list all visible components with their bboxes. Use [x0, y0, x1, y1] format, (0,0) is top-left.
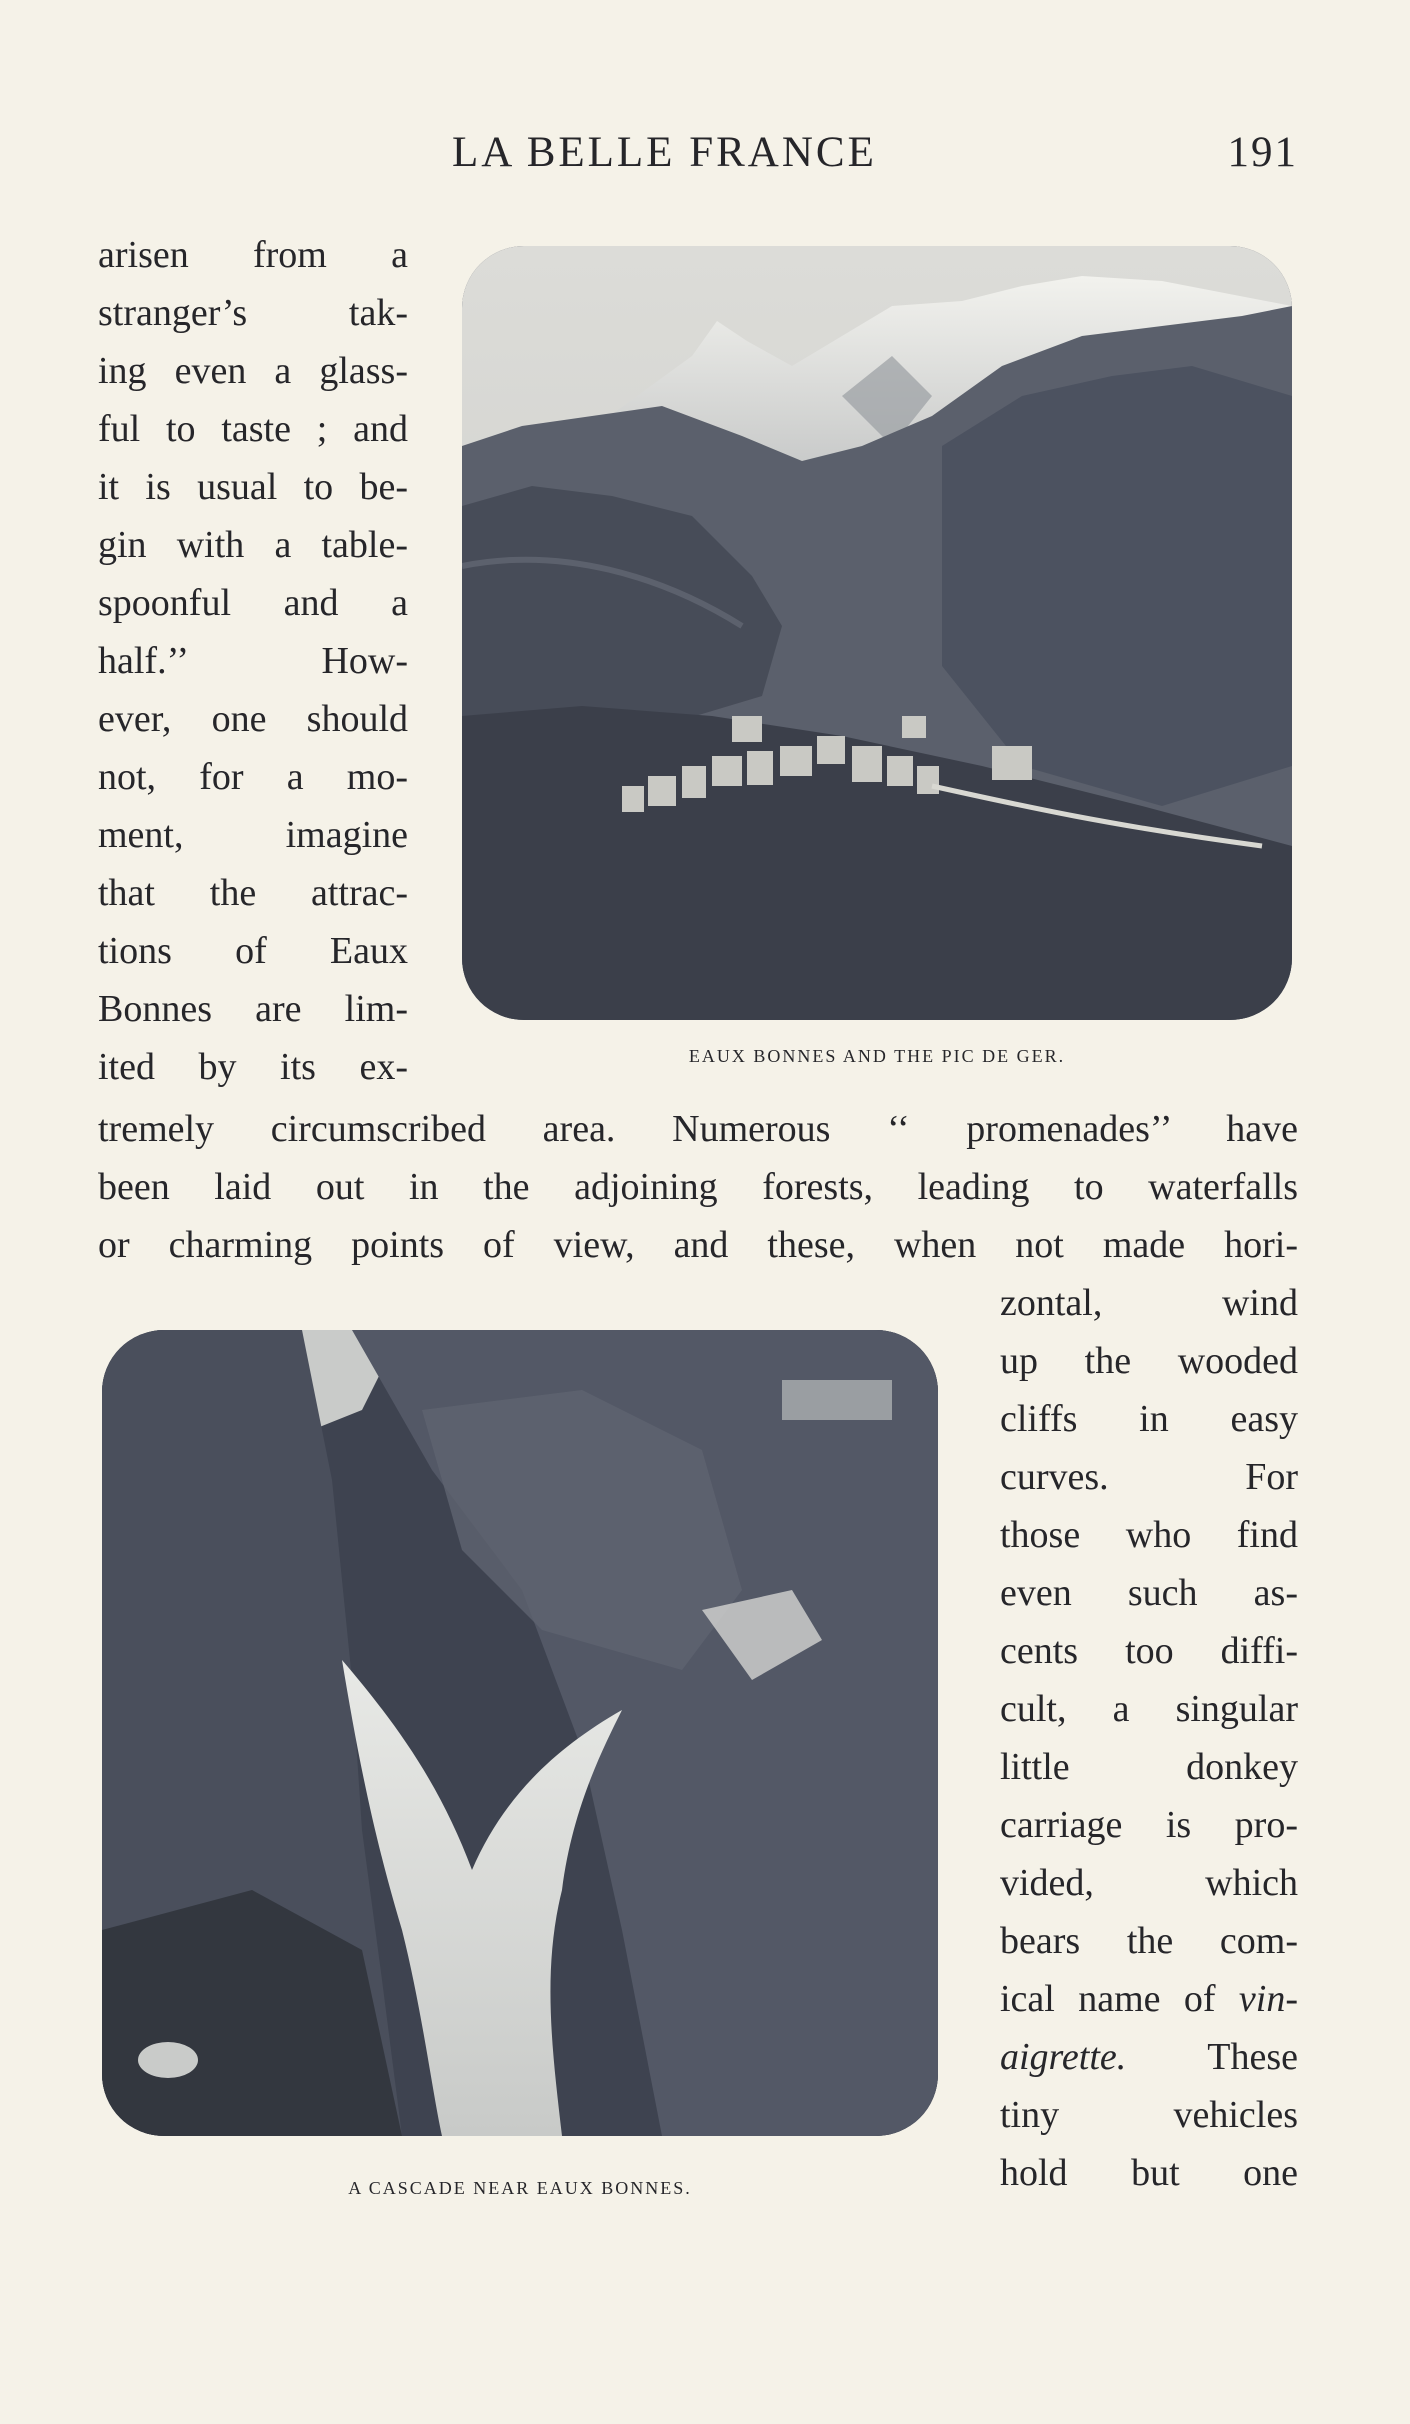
eaux-bonnes-photo — [462, 246, 1292, 1020]
text-line: gin with a table- — [98, 524, 408, 566]
text-line: it is usual to be- — [98, 466, 408, 508]
text-line: half.’’ How- — [98, 640, 408, 682]
text-line: Bonnes are lim- — [98, 988, 408, 1030]
page-number: 191 — [1227, 129, 1298, 176]
text-line: cult, a singular — [1000, 1688, 1298, 1730]
text-line — [1000, 2028, 1298, 2086]
text-line: tions of Eaux — [98, 930, 408, 972]
text-line: carriage is pro- — [1000, 1804, 1298, 1846]
text-segment: ical name of — [1000, 1978, 1239, 2020]
cascade-photo — [102, 1330, 938, 2136]
text-line: ited by its ex- — [98, 1046, 408, 1088]
text-line: that the attrac- — [98, 872, 408, 914]
text-line: arisen from a — [98, 234, 408, 276]
text-line: vided, which — [1000, 1862, 1298, 1904]
text-line — [1000, 1970, 1298, 2028]
text-line: not, for a mo- — [98, 756, 408, 798]
running-header — [0, 128, 1410, 188]
text-line: ful to taste ; and — [98, 408, 408, 450]
text-line: tremely circumscribed area. Numerous ‘‘ promenades’’ have — [98, 1108, 1298, 1150]
text-line: tiny vehicles — [1000, 2094, 1298, 2136]
text-line: up the wooded — [1000, 1340, 1298, 1382]
text-line: stranger’s tak- — [98, 292, 408, 334]
text-segment: These — [1126, 2036, 1298, 2078]
running-title: LA BELLE FRANCE — [452, 129, 877, 176]
bottom-photo-caption: A CASCADE NEAR EAUX BONNES. — [348, 2178, 692, 2198]
text-line: cents too diffi- — [1000, 1630, 1298, 1672]
text-line: hold but one — [1000, 2152, 1298, 2194]
text-line: bears the com- — [1000, 1920, 1298, 1962]
text-line: ing even a glass- — [98, 350, 408, 392]
text-line: even such as- — [1000, 1572, 1298, 1614]
text-line: curves. For — [1000, 1456, 1298, 1498]
italic-word: vin- — [1238, 1978, 1298, 2020]
text-line: little donkey — [1000, 1746, 1298, 1788]
text-line: or charming points of view, and these, when not made hori- — [98, 1224, 1298, 1266]
italic-word: aigrette. — [1000, 2036, 1127, 2078]
top-photo-caption: EAUX BONNES AND THE PIC DE GER. — [688, 1046, 1066, 1066]
text-line: been laid out in the adjoining forests, leading to waterfalls — [98, 1166, 1298, 1208]
text-line: cliffs in easy — [1000, 1398, 1298, 1440]
text-line: zontal, wind — [1000, 1282, 1298, 1324]
text-line: spoonful and a — [98, 582, 408, 624]
text-line: ever, one should — [98, 698, 408, 740]
text-line: those who find — [1000, 1514, 1298, 1556]
text-line: ment, imagine — [98, 814, 408, 856]
